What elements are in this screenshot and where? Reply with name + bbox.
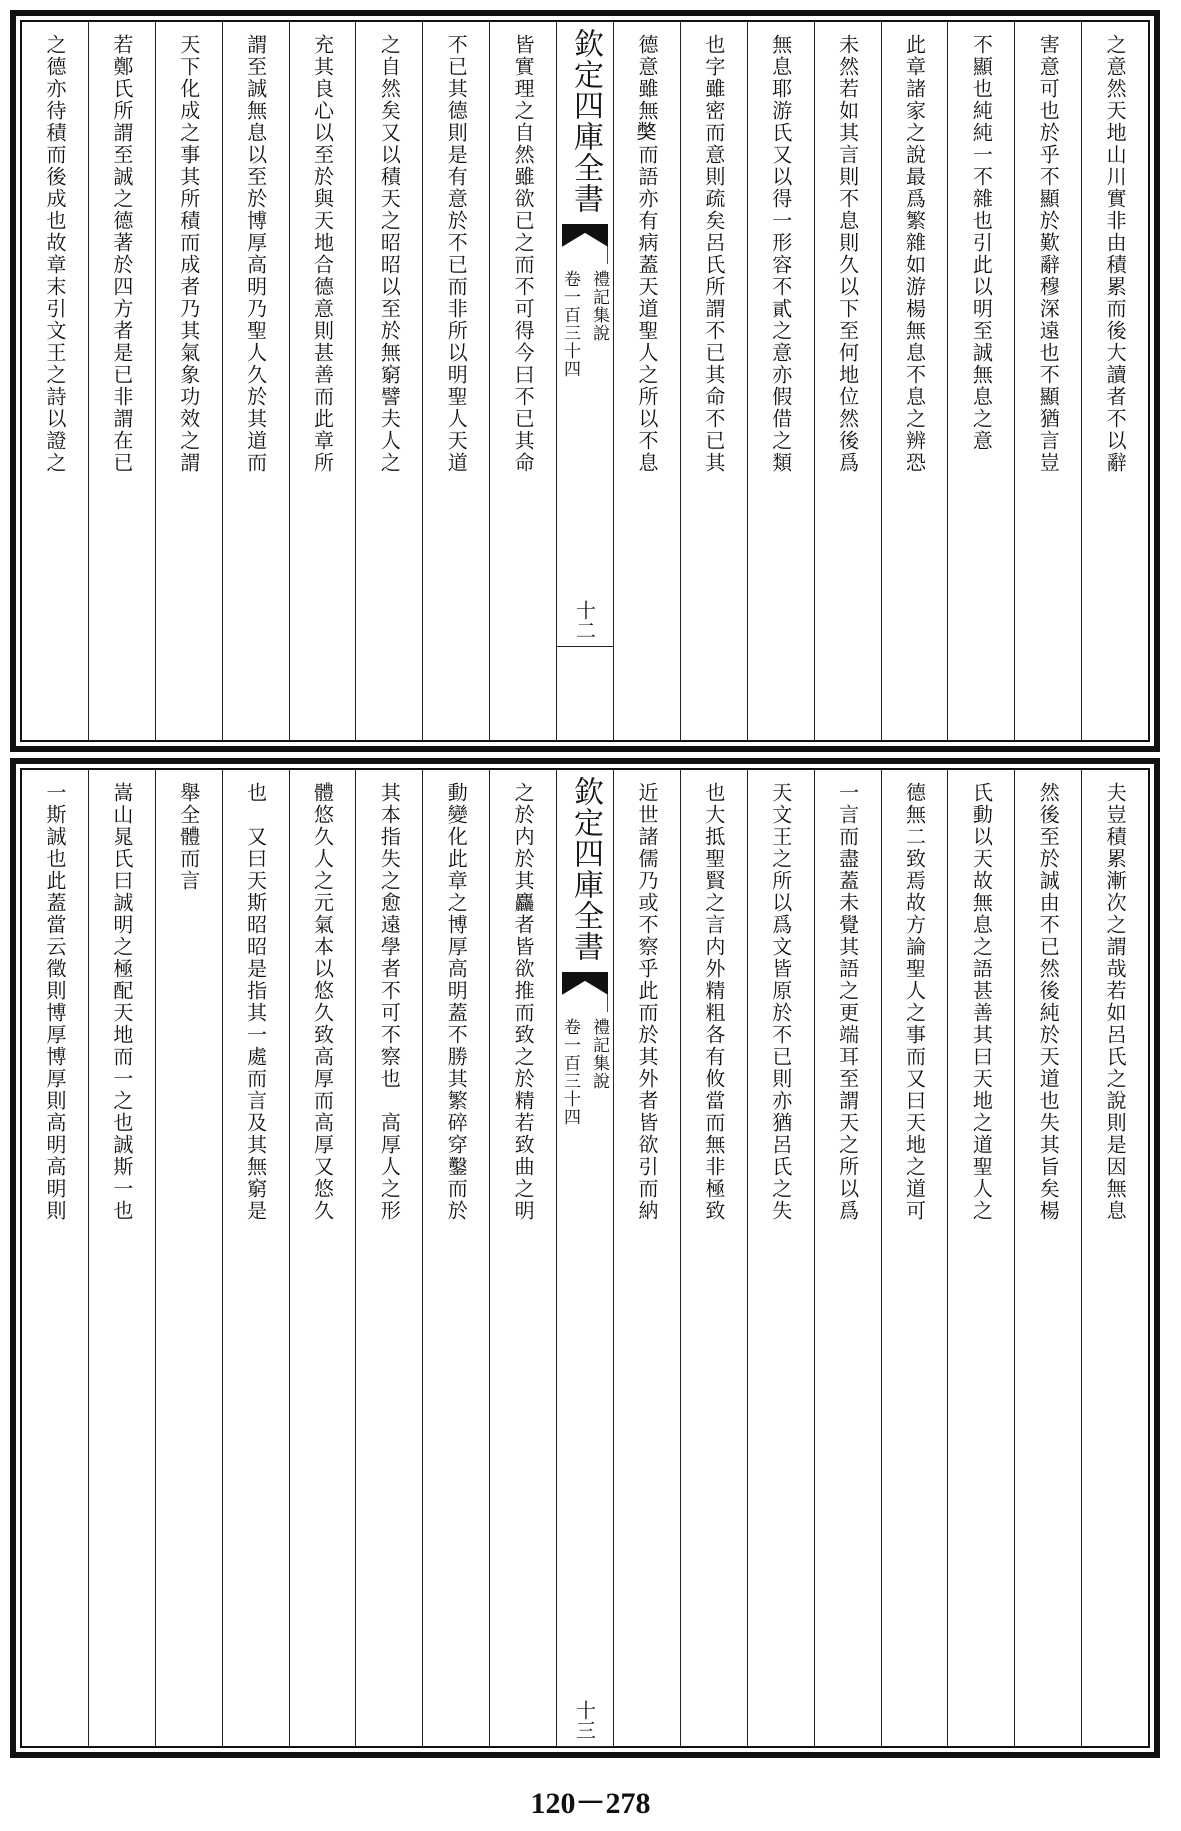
column-text: 之自然矣又以積天之昭昭以至於無窮譬夫人之 [377, 34, 402, 474]
spine-title: 欽定四庫全書 [568, 776, 603, 962]
column-text: 不顯也純純一不雜也引此以明至誠無息之意 [969, 34, 994, 452]
text-column [1081, 770, 1148, 1746]
column-text: 謂至誠無息以至於博厚高明乃聖人久於其道而 [243, 34, 268, 474]
text-column [422, 22, 489, 740]
text-column [22, 770, 88, 1746]
text-column [22, 22, 88, 740]
column-text: 也 又曰天斯昭昭是指其一處而言及其無窮是 [243, 782, 268, 1222]
text-column [155, 22, 222, 740]
spine [556, 770, 613, 1746]
page-bottom-columns [20, 768, 1150, 1748]
text-column [1014, 770, 1081, 1746]
text-column [947, 770, 1014, 1746]
page-number: 120－278 [530, 1787, 651, 1820]
text-column [1014, 22, 1081, 740]
text-column [747, 770, 814, 1746]
spine-meta [558, 270, 612, 378]
column-text: 體悠久人之元氣本以悠久致高厚而高厚又悠久 [310, 782, 335, 1222]
page-top-columns [20, 20, 1150, 742]
column-text: 舉全體而言 [176, 782, 201, 892]
column-text: 此章諸家之說最爲繁雜如游楊無息不息之辨恐 [902, 34, 927, 474]
text-column [355, 770, 422, 1746]
spine-volume: 卷一百三十四 [560, 270, 580, 378]
column-text: 動變化此章之博厚高明蓋不勝其繁碎穿鑿而於 [444, 782, 469, 1222]
column-text: 充其良心以至於與天地合德意則甚善而此章所 [310, 34, 335, 474]
column-text: 近世諸儒乃或不察乎此而於其外者皆欲引而納 [634, 782, 659, 1222]
column-text: 德意雖無𡚁而語亦有病蓋天道聖人之所以不息 [634, 34, 659, 474]
column-text: 天文王之所以爲文皆原於不已則亦猶呂氏之失 [768, 782, 793, 1222]
text-column [222, 22, 289, 740]
page-top [10, 10, 1160, 752]
text-column [88, 22, 155, 740]
column-text: 其本指失之愈遠學者不可不察也 高厚人之形 [377, 782, 402, 1222]
column-text: 之德亦待積而後成也故章末引文王之詩以證之 [42, 34, 67, 474]
text-column [489, 770, 556, 1746]
column-text: 若鄭氏所謂至誠之德著於四方者是已非謂在已 [109, 34, 134, 474]
column-text: 也字雖密而意則疏矣呂氏所謂不已其命不已其 [701, 34, 726, 474]
text-column [680, 770, 747, 1746]
text-column [747, 22, 814, 740]
column-text: 夫豈積累漸次之謂哉若如呂氏之說則是因無息 [1103, 782, 1128, 1222]
column-text: 不已其德則是有意於不已而非所以明聖人天道 [444, 34, 469, 474]
text-column [155, 770, 222, 1746]
text-column [422, 770, 489, 1746]
text-column [613, 770, 680, 1746]
column-text: 無息耶游氏又以得一形容不貳之意亦假借之類 [768, 34, 793, 474]
page-bottom [10, 758, 1160, 1758]
column-text: 德無二致焉故方論聖人之事而又曰天地之道可 [902, 782, 927, 1222]
column-text: 然後至於誠由不已然後純於天道也失其旨矣楊 [1036, 782, 1061, 1222]
text-column [947, 22, 1014, 740]
spine-folio-number: 十三 [572, 1700, 597, 1740]
text-column [613, 22, 680, 740]
column-text: 氏動以天故無息之語甚善其曰天地之道聖人之 [969, 782, 994, 1222]
text-column [88, 770, 155, 1746]
column-text: 嵩山晁氏曰誠明之極配天地而一之也誠斯一也 [109, 782, 134, 1222]
spine-divider [557, 646, 613, 647]
text-column [1081, 22, 1148, 740]
column-text: 害意可也於乎不顯於歎辭穆深遠也不顯猶言豈 [1036, 34, 1061, 474]
text-column [881, 22, 948, 740]
spine-divider [557, 1746, 613, 1747]
text-column [814, 22, 881, 740]
fishtail-mark-icon [562, 972, 608, 1012]
spine-folio-number: 十二 [572, 600, 597, 640]
column-text: 也大抵聖賢之言内外精粗各有攸當而無非極致 [701, 782, 726, 1222]
text-column [222, 770, 289, 1746]
spine-title: 欽定四庫全書 [568, 28, 603, 214]
spine-volume: 卷一百三十四 [560, 1018, 580, 1126]
column-text: 皆實理之自然雖欲已之而不可得今曰不已其命 [511, 34, 536, 474]
text-column [680, 22, 747, 740]
column-text: 天下化成之事其所積而成者乃其氣象功效之謂 [176, 34, 201, 474]
text-column [289, 770, 356, 1746]
fishtail-mark-icon [562, 224, 608, 264]
column-text: 未然若如其言則不息則久以下至何地位然後爲 [835, 34, 860, 474]
spine-book-title: 禮記集說 [589, 1018, 609, 1090]
text-column [355, 22, 422, 740]
column-text: 一斯誠也此蓋當云徵則博厚博厚則高明高明則 [42, 782, 67, 1222]
spine [556, 22, 613, 740]
spine-book-title: 禮記集說 [589, 270, 609, 342]
text-column [289, 22, 356, 740]
spine-meta [558, 1018, 612, 1126]
text-column [489, 22, 556, 740]
column-text: 之於内於其麤者皆欲推而致之於精若致曲之明 [511, 782, 536, 1222]
text-column [881, 770, 948, 1746]
text-column [814, 770, 881, 1746]
column-text: 一言而盡蓋未覺其語之更端耳至謂天之所以爲 [835, 782, 860, 1222]
column-text: 之意然天地山川實非由積累而後大讀者不以辭 [1103, 34, 1128, 474]
